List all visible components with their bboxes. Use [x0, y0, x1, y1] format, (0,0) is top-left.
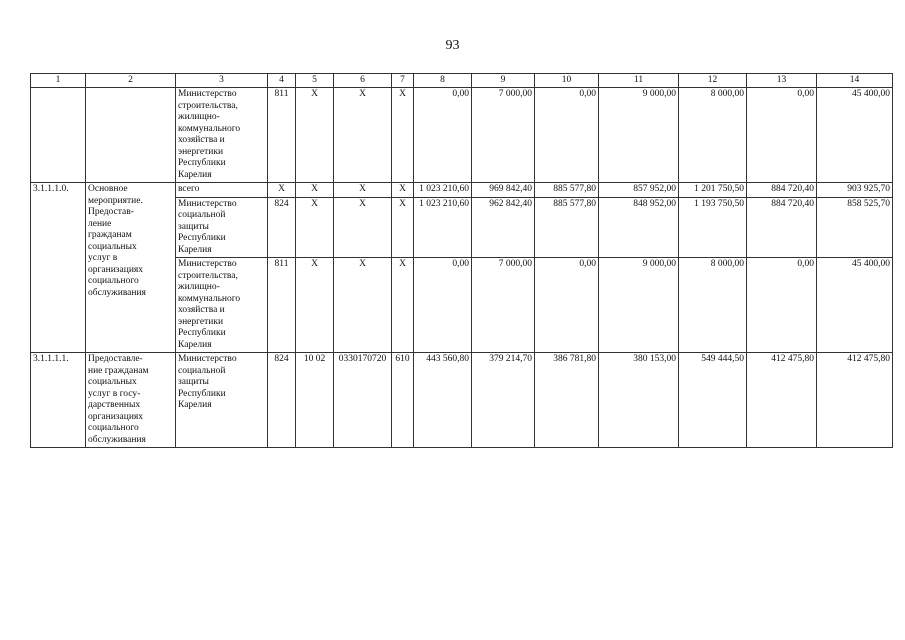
- cell: X: [334, 258, 392, 353]
- value-cell: 885 577,80: [535, 183, 599, 198]
- department-cell: Министерство социальной защиты Республики Карелия: [176, 353, 268, 448]
- value-cell: 9 000,00: [599, 258, 679, 353]
- value-cell: 386 781,80: [535, 353, 599, 448]
- page-number: 93: [445, 38, 460, 53]
- value-cell: 848 952,00: [599, 197, 679, 258]
- column-header: 9: [472, 74, 535, 88]
- value-cell: 0,00: [535, 88, 599, 183]
- department-cell: всего: [176, 183, 268, 198]
- cell: X: [296, 258, 334, 353]
- name-cell: Основное мероприятие. Предостав- ление гражданам социальных услуг в организациях социального обслуживания: [86, 183, 176, 353]
- value-cell: 884 720,40: [747, 197, 817, 258]
- cell: 811: [268, 88, 296, 183]
- column-header: 10: [535, 74, 599, 88]
- cell: X: [334, 197, 392, 258]
- column-header: 14: [817, 74, 893, 88]
- name-cell: Предоставле- ние гражданам социальных услуг в госу- дарственных организациях социального обслуживания: [86, 353, 176, 448]
- value-cell: 0,00: [414, 88, 472, 183]
- code-cell: 3.1.1.1.0.: [31, 183, 86, 353]
- cell: X: [392, 258, 414, 353]
- value-cell: 443 560,80: [414, 353, 472, 448]
- cell: 824: [268, 353, 296, 448]
- column-header: 7: [392, 74, 414, 88]
- column-header: 11: [599, 74, 679, 88]
- value-cell: 8 000,00: [679, 88, 747, 183]
- value-cell: 45 400,00: [817, 88, 893, 183]
- cell: 824: [268, 197, 296, 258]
- cell: X: [296, 183, 334, 198]
- column-header: 1: [31, 74, 86, 88]
- cell: 811: [268, 258, 296, 353]
- column-header: 6: [334, 74, 392, 88]
- cell: X: [296, 197, 334, 258]
- value-cell: 549 444,50: [679, 353, 747, 448]
- value-cell: 1 201 750,50: [679, 183, 747, 198]
- value-cell: 0,00: [535, 258, 599, 353]
- cell: X: [334, 88, 392, 183]
- value-cell: 885 577,80: [535, 197, 599, 258]
- value-cell: 969 842,40: [472, 183, 535, 198]
- value-cell: 0,00: [747, 88, 817, 183]
- value-cell: 7 000,00: [472, 258, 535, 353]
- value-cell: 412 475,80: [817, 353, 893, 448]
- table-row: [31, 88, 893, 183]
- value-cell: 884 720,40: [747, 183, 817, 198]
- value-cell: 8 000,00: [679, 258, 747, 353]
- value-cell: 962 842,40: [472, 197, 535, 258]
- value-cell: 9 000,00: [599, 88, 679, 183]
- department-cell: Министерство строительства, жилищно- коммунального хозяйства и энергетики Республики Карелия: [176, 258, 268, 353]
- value-cell: 1 023 210,60: [414, 197, 472, 258]
- cell: X: [334, 183, 392, 198]
- value-cell: 380 153,00: [599, 353, 679, 448]
- value-cell: 379 214,70: [472, 353, 535, 448]
- cell: 10 02: [296, 353, 334, 448]
- value-cell: 858 525,70: [817, 197, 893, 258]
- column-header: 13: [747, 74, 817, 88]
- department-cell: Министерство социальной защиты Республики Карелия: [176, 197, 268, 258]
- column-header: 4: [268, 74, 296, 88]
- code-cell: 3.1.1.1.1.: [31, 353, 86, 448]
- cell: X: [392, 197, 414, 258]
- code-cell: [31, 88, 86, 183]
- column-header: 12: [679, 74, 747, 88]
- column-header: 2: [86, 74, 176, 88]
- name-cell: [86, 88, 176, 183]
- budget-table: [30, 73, 893, 448]
- cell: 610: [392, 353, 414, 448]
- value-cell: 412 475,80: [747, 353, 817, 448]
- column-header: 5: [296, 74, 334, 88]
- value-cell: 857 952,00: [599, 183, 679, 198]
- table-row: [31, 353, 893, 448]
- cell: X: [268, 183, 296, 198]
- cell: 0330170720: [334, 353, 392, 448]
- header-row: [31, 74, 893, 88]
- column-header: 3: [176, 74, 268, 88]
- cell: X: [392, 183, 414, 198]
- value-cell: 45 400,00: [817, 258, 893, 353]
- value-cell: 7 000,00: [472, 88, 535, 183]
- value-cell: 903 925,70: [817, 183, 893, 198]
- cell: X: [392, 88, 414, 183]
- cell: X: [296, 88, 334, 183]
- table-row: [31, 183, 893, 198]
- value-cell: 0,00: [747, 258, 817, 353]
- value-cell: 1 023 210,60: [414, 183, 472, 198]
- value-cell: 0,00: [414, 258, 472, 353]
- column-header: 8: [414, 74, 472, 88]
- department-cell: Министерство строительства, жилищно- коммунального хозяйства и энергетики Республики Карелия: [176, 88, 268, 183]
- value-cell: 1 193 750,50: [679, 197, 747, 258]
